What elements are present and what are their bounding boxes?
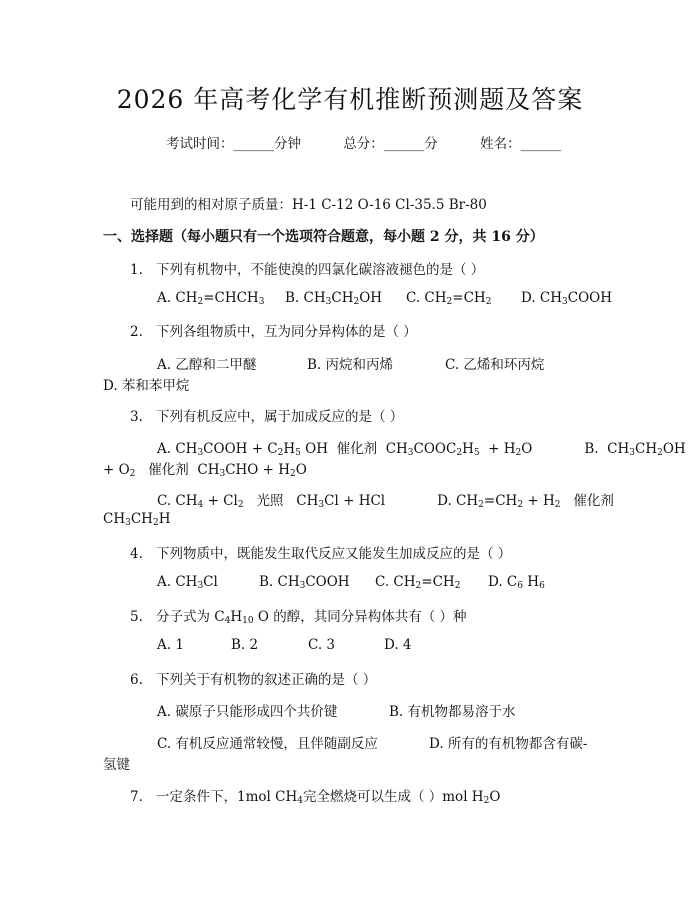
question-5: 5. 分子式为 $C_4H_{10}$ O 的醇，其同分异构体共有（ ）种: [130, 609, 467, 626]
question-3-stem: 下列有机反应中，属于加成反应的是（ ）: [156, 409, 404, 425]
question-7: 7. 一定条件下，1mol $CH_4$完全燃烧可以生成（ ）mol $H_2O$: [130, 789, 501, 806]
q2-option-c: C. 乙烯和环丙烷: [445, 357, 545, 373]
exam-time: 考试时间：______分钟: [166, 136, 301, 152]
q4-option-d: D. $C_6$ $H_6$: [488, 574, 545, 591]
question-3: [130, 405, 403, 425]
exam-meta: [166, 132, 599, 152]
q1-option-a: A. $CH_2=CHCH_3$: [157, 290, 265, 307]
q5-option-c: C. 3: [308, 637, 336, 653]
question-6-stem: 下列关于有机物的叙述正确的是（ ）: [156, 672, 377, 688]
atomic-mass-note: 可能用到的相对原子质量：H-1 C-12 O-16 Cl-35.5 Br-80: [130, 197, 487, 213]
question-2-number: 2.: [130, 324, 143, 340]
q3-option-d-cont: $CH_3CH_2H$: [103, 511, 171, 528]
question-5-number: 5.: [130, 609, 143, 625]
q2-option-d: D. 苯和苯甲烷: [103, 378, 190, 394]
question-2: [130, 320, 417, 340]
q2-option-b: B. 丙烷和丙烯: [307, 357, 394, 373]
question-4: [130, 542, 511, 562]
student-name: 姓名：______: [480, 136, 562, 152]
question-1-stem: 下列有机物中，不能使溴的四氯化碳溶液褪色的是（ ）: [156, 262, 485, 278]
q6-option-a: A. 碳原子只能形成四个共价键: [157, 704, 338, 720]
question-4-stem: 下列物质中，既能发生取代反应又能发生加成反应的是（ ）: [156, 546, 512, 562]
q6-option-c: C. 有机反应通常较慢，且伴随副反应: [157, 736, 378, 752]
q3-option-c: C. $CH_4 + Cl_2$ 光照 $CH_3Cl$ + HCl D. $CH_2=CH_2 + H_2$ 催化剂: [157, 493, 614, 510]
q4-option-a: A. $CH_3Cl$: [157, 574, 218, 591]
question-1-number: 1.: [130, 262, 143, 278]
q6-option-d: D. 所有的有机物都含有碳-: [429, 736, 588, 752]
question-5-options: [157, 637, 412, 653]
question-6: [130, 668, 376, 688]
q6-option-b: B. 有机物都易溶于水: [389, 704, 516, 720]
question-6-options-cd: [157, 732, 588, 752]
q4-option-b: B. $CH_3COOH$: [259, 574, 350, 591]
q1-option-c: C. $CH_2=CH_2$: [406, 290, 492, 307]
total-score: 总分：______分: [343, 136, 438, 152]
question-7-number: 7.: [130, 789, 143, 805]
question-2-options: [157, 353, 544, 373]
q5-option-b: B. 2: [231, 637, 259, 653]
q5-option-a: A. 1: [157, 637, 184, 653]
q1-option-d: D. $CH_3COOH$: [521, 290, 613, 307]
question-1-options: [157, 290, 612, 306]
q5-option-d: D. 4: [384, 637, 412, 653]
question-4-options: [157, 574, 545, 590]
q6-option-d-cont: 氢键: [103, 757, 130, 773]
question-1: [130, 258, 484, 278]
document-title: 2026 年高考化学有机推断预测题及答案: [116, 85, 584, 114]
question-3-number: 3.: [130, 409, 143, 425]
q3-option-b-cont: + $O_2$ 催化剂 $CH_3CHO + H_2O$: [103, 462, 307, 479]
q3-option-a: A. $CH_3COOH + C_2H_5$ OH 催化剂 $CH_3COOC_2H_5 + H_2O$ B. $CH_3CH_2OH$: [157, 441, 686, 458]
question-6-options-ab: [157, 700, 516, 720]
section-1-heading: 一、选择题（每小题只有一个选项符合题意，每小题 2 分，共 16 分）: [103, 229, 544, 245]
question-2-stem: 下列各组物质中，互为同分异构体的是（ ）: [156, 324, 417, 340]
q2-option-a: A. 乙醇和二甲醚: [157, 357, 257, 373]
question-4-number: 4.: [130, 546, 143, 562]
question-6-number: 6.: [130, 672, 143, 688]
q1-option-b: B. $CH_3CH_2OH$: [285, 290, 383, 307]
q4-option-c: C. $CH_2=CH_2$: [375, 574, 461, 591]
